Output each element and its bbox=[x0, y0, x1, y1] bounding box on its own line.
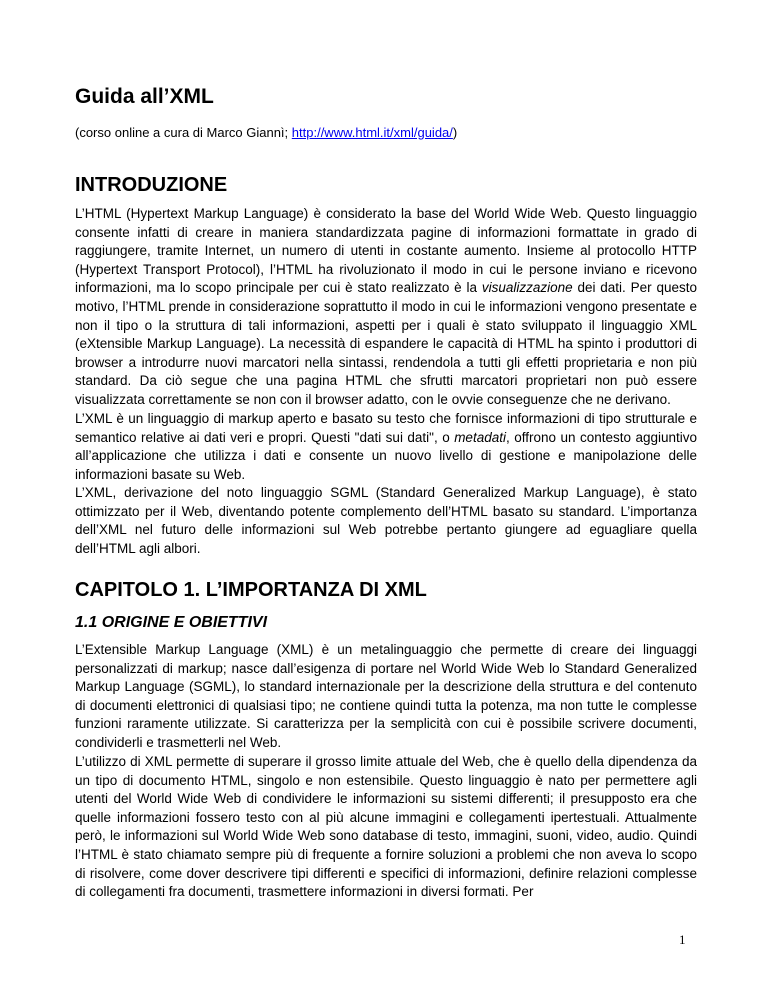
intro-paragraph-3-text: L’XML, derivazione del noto linguaggio SGML (Standard Generalized Markup Language), è stato ottimizzato per il Web, diventando potente complemento dell’HTML basato su standard. L’importanza dell’XML nel futuro delle informazioni sul Web potrebbe pertanto giungere ad eguagliare quella dell’HTML agli albori. bbox=[75, 485, 697, 556]
intro-paragraph-3 bbox=[75, 484, 697, 558]
intro-paragraph-1 bbox=[75, 205, 697, 410]
chapter-1-paragraph-2: L’utilizzo di XML permette di superare il grosso limite attuale del Web, che è quello della dipendenza da un tipo di documento HTML, singolo e non estensibile. Questo linguaggio è nato per permettere agli utenti del World Wide Web di condividere le informazioni su sistemi differenti; il presupposto era che quelle informazioni fossero testo con al più alcune immagini e collegamenti ipertestuali. Attualmente però, le informazioni sul World Wide Web sono database di testo, immagini, suoni, video, audio. Quindi l’HTML è stato chiamato sempre più di frequente a fornire soluzioni a problemi che non aveva lo scopo di risolvere, come dover descrivere tipi differenti e specifici di informazioni, definire relazioni complesse di collegamenti fra documenti, trasmettere informazioni in diversi formati. Per bbox=[75, 754, 697, 900]
chapter-1-paragraph-1: L’Extensible Markup Language (XML) è un metalinguaggio che permette di creare dei linguaggi personalizzati di markup; nasce dall’esigenza di portare nel World Wide Web lo Standard Generalized Markup Language (SGML), lo standard internazionale per la descrizione della struttura e del contenuto di documenti elettronici di qualsiasi tipo; ne contiene quindi tutta la potenza, ma non tutte le complesse funzioni raramente utilizzate. Si caratterizza per la semplicità con cui è possibile scrivere documenti, condividerli e trasmetterli nel Web. bbox=[75, 642, 697, 750]
subtitle-prefix: (corso online a cura di Marco Giannì; bbox=[75, 125, 292, 140]
chapter-1-heading: CAPITOLO 1. L’IMPORTANZA DI XML bbox=[75, 579, 427, 601]
intro-paragraph-1-text-a: L’HTML (Hypertext Markup Language) è considerato la base del World Wide Web. Questo linguaggio consente infatti di creare in maniera standardizzata pagine di informazioni formattate in grado di raggiungere, tramite Internet, un numero di utenti in costante aumento. Insieme al protocollo HTTP (Hypertext Transport Protocol), l’HTML ha rivoluzionato il modo in cui le persone inviano e ricevono informazioni, ma lo scopo principale per cui è stato realizzato è la bbox=[75, 206, 697, 296]
document-subtitle bbox=[75, 124, 457, 141]
intro-paragraph-2-emphasis: metadati bbox=[454, 429, 506, 445]
section-1-1-heading: 1.1 ORIGINE E OBIETTIVI bbox=[75, 614, 268, 631]
document-title: Guida all’XML bbox=[75, 85, 214, 108]
intro-paragraph-1-emphasis: visualizzazione bbox=[481, 280, 573, 296]
intro-paragraph-2 bbox=[75, 410, 697, 484]
guide-link[interactable]: http://www.html.it/xml/guida/ bbox=[291, 125, 453, 140]
intro-heading: INTRODUZIONE bbox=[75, 174, 228, 196]
intro-paragraph-2-text-b: , offrono un contesto aggiuntivo all’applicazione che utilizza i dati e consente un nuovo livello di gestione e manipolazione delle informazioni basate su Web. bbox=[75, 429, 697, 482]
intro-paragraph-2-text-a: L’XML è un linguaggio di markup aperto e basato su testo che fornisce informazioni di tipo strutturale e semantico relative ai dati veri e propri. Questi "dati sui dati", o bbox=[75, 411, 697, 445]
page-number: 1 bbox=[679, 932, 686, 947]
subtitle-suffix: ) bbox=[452, 125, 458, 140]
intro-paragraph-1-text-b: dei dati. Per questo motivo, l’HTML prende in considerazione soprattutto il modo in cui le informazioni vengono presentate e non il tipo o la struttura di tali informazioni, aspetti per i quali è stato sviluppato il linguaggio XML (eXtensible Markup Language). La necessità di espandere le capacità di HTML ha spinto i produttori di browser a introdurre nuovi marcatori nella sintassi, rendendola a tutti gli effetti proprietaria e non più standard. Da ciò segue che una pagina HTML che sfrutti marcatori proprietari non può essere visualizzata correttamente se non con il browser adatto, con le ovvie conseguenze che ne derivano. bbox=[75, 280, 697, 407]
